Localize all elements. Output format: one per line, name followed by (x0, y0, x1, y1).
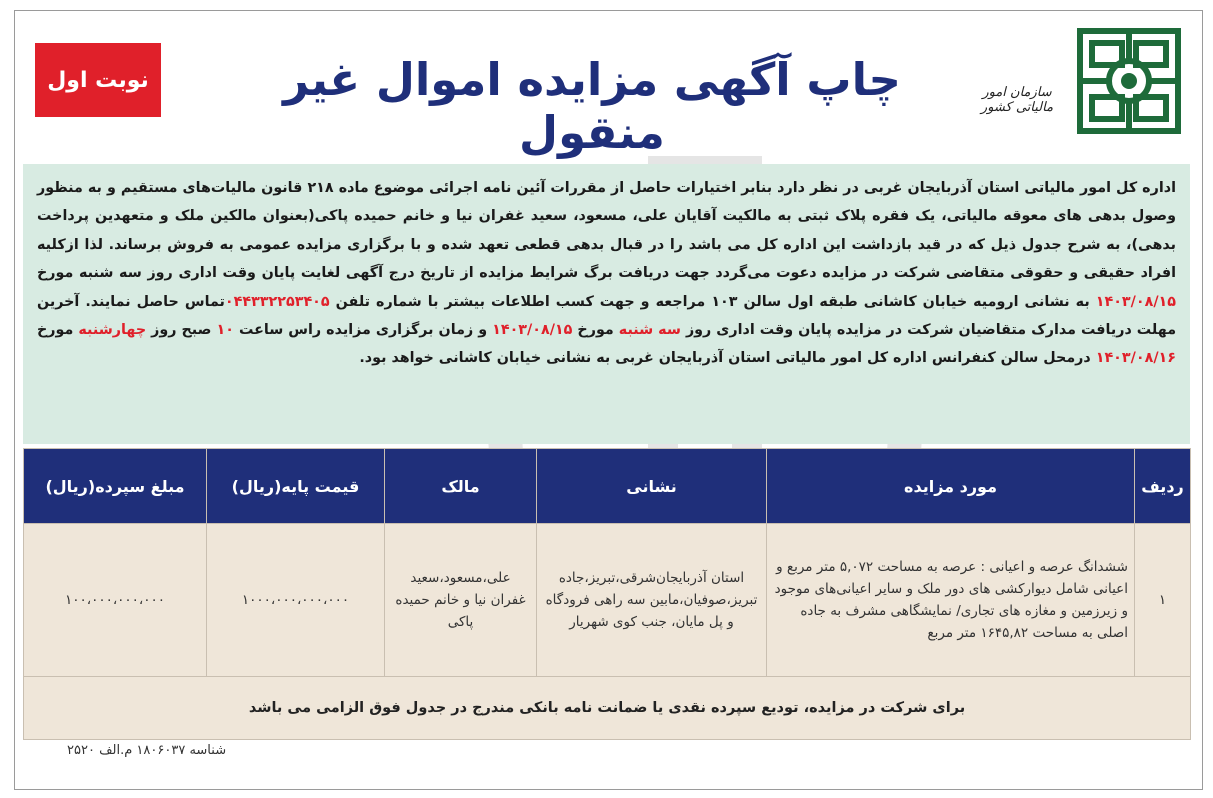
auction-day: چهارشنبه (78, 322, 147, 339)
auction-date: ۱۴۰۳/۰۸/۱۶ (1095, 350, 1176, 367)
documents-deadline-date: ۱۴۰۳/۰۸/۱۵ (492, 322, 573, 339)
org-name: سازمان امور مالیاتی کشور (980, 85, 1054, 115)
cell-deposit: ۱۰۰،۰۰۰،۰۰۰،۰۰۰ (24, 524, 207, 677)
cell-owner: علی،مسعود،سعید غفران نیا و خانم حمیده پاکی (385, 524, 537, 677)
header-item: مورد مزایده (767, 449, 1135, 524)
table-row (24, 524, 1191, 677)
cell-item: ششدانگ عرصه و اعیانی : عرصه به مساحت ۵,۰۷۲ متر مربع و اعیانی شامل دیوارکشی های دور ملک و سایر اعیانی‌های موجود و زیرزمین و مغازه های تجاری/ نمایشگاهی مشرف به جاده اصلی به مساحت ۱۶۴۵,۸۲ متر مربع (767, 524, 1135, 677)
notice-id: شناسه ۱۸۰۶۰۳۷ م.الف ۲۵۲۰ (67, 743, 227, 758)
contact-phone: ۰۴۴۳۳۲۲۵۳۴۰۵ (224, 293, 330, 310)
cell-base-price: ۱۰۰۰،۰۰۰،۰۰۰،۰۰۰ (207, 524, 385, 677)
cell-address: استان آذربایجان‌شرقی،تبریز،جاده تبریز،صوفیان،مابین سه راهی فرودگاه و پل مایان، جنب کوی شهریار (537, 524, 767, 677)
header-base-price: قیمت پایه(ریال) (207, 449, 385, 524)
header-owner: مالک (385, 449, 537, 524)
deadline-date: ۱۴۰۳/۰۸/۱۵ (1095, 293, 1177, 310)
table-header-row (24, 449, 1191, 524)
cell-row-number: ۱ (1135, 524, 1191, 677)
intro-text (37, 174, 1176, 373)
page-title: چاپ آگهی مزایده اموال غیر منقول (283, 53, 901, 159)
header-row-number: ردیف (1135, 449, 1191, 524)
round-badge: نوبت اول (35, 43, 161, 117)
auction-hour: ۱۰ (216, 322, 234, 339)
header-address: نشانی (537, 449, 767, 524)
intro-part: درمحل سالن کنفرانس اداره کل امور مالیاتی استان آذربایجان غربی به نشانی خیابان کاشانی خواهد بود. (359, 350, 1091, 367)
header-deposit: مبلغ سپرده(ریال) (24, 449, 207, 524)
auction-table (23, 448, 1191, 740)
tax-organization-logo-icon (1074, 25, 1184, 137)
deadline-day: سه شنبه (618, 322, 681, 339)
intro-part: تماس حاصل نمایند. آخرین مهلت دریافت مدارک متقاضیان شرکت در مزایده پایان وقت اداری روز (37, 293, 1177, 339)
intro-paragraph (23, 164, 1190, 444)
table-footer-note: برای شرکت در مزایده، تودیع سپرده نقدی یا ضمانت نامه بانکی مندرج در جدول فوق الزامی می باشد (24, 677, 1191, 740)
intro-part: مورخ (577, 322, 614, 339)
table-footer-row (24, 677, 1191, 740)
intro-part: و زمان برگزاری مزایده راس ساعت (238, 322, 488, 339)
intro-part: به نشانی ارومیه خیابان کاشانی طبقه اول سالن ۱۰۳ مراجعه و جهت کسب اطلاعات بیشتر با شماره تلفن (335, 293, 1090, 310)
intro-part: صبح روز (151, 322, 212, 339)
intro-part: مورخ (37, 322, 74, 339)
notice-frame (14, 10, 1203, 790)
intro-part: اداره کل امور مالیاتی استان آذربایجان غربی در نظر دارد بنابر اختیارات حاصل از مقررات آئین نامه اجرائی موضوع ماده ۲۱۸ قانون مالیات‌های مستقیم و به منظور وصول بدهی های معوقه مالیاتی، یک فقره پلاک ثبتی به مالکیت آقایان علی، مسعود، سعید غفران نیا و خانم حمیده پاکی(بعنوان مالکین ملک و متعهدین پرداخت بدهی)، به شرح جدول ذیل که در قید بازداشت این اداره کل می باشد را در قبال بدهی قطعی تعهد شده و با برگزاری مزایده عمومی به فروش برساند. لذا ازکلیه افراد حقیقی و حقوقی متقاضی شرکت در مزایده دعوت می‌گردد جهت دریافت برگ شرایط مزایده از تاریخ درج آگهی لغایت پایان وقت اداری روز سه شنبه مورخ (37, 180, 1176, 282)
